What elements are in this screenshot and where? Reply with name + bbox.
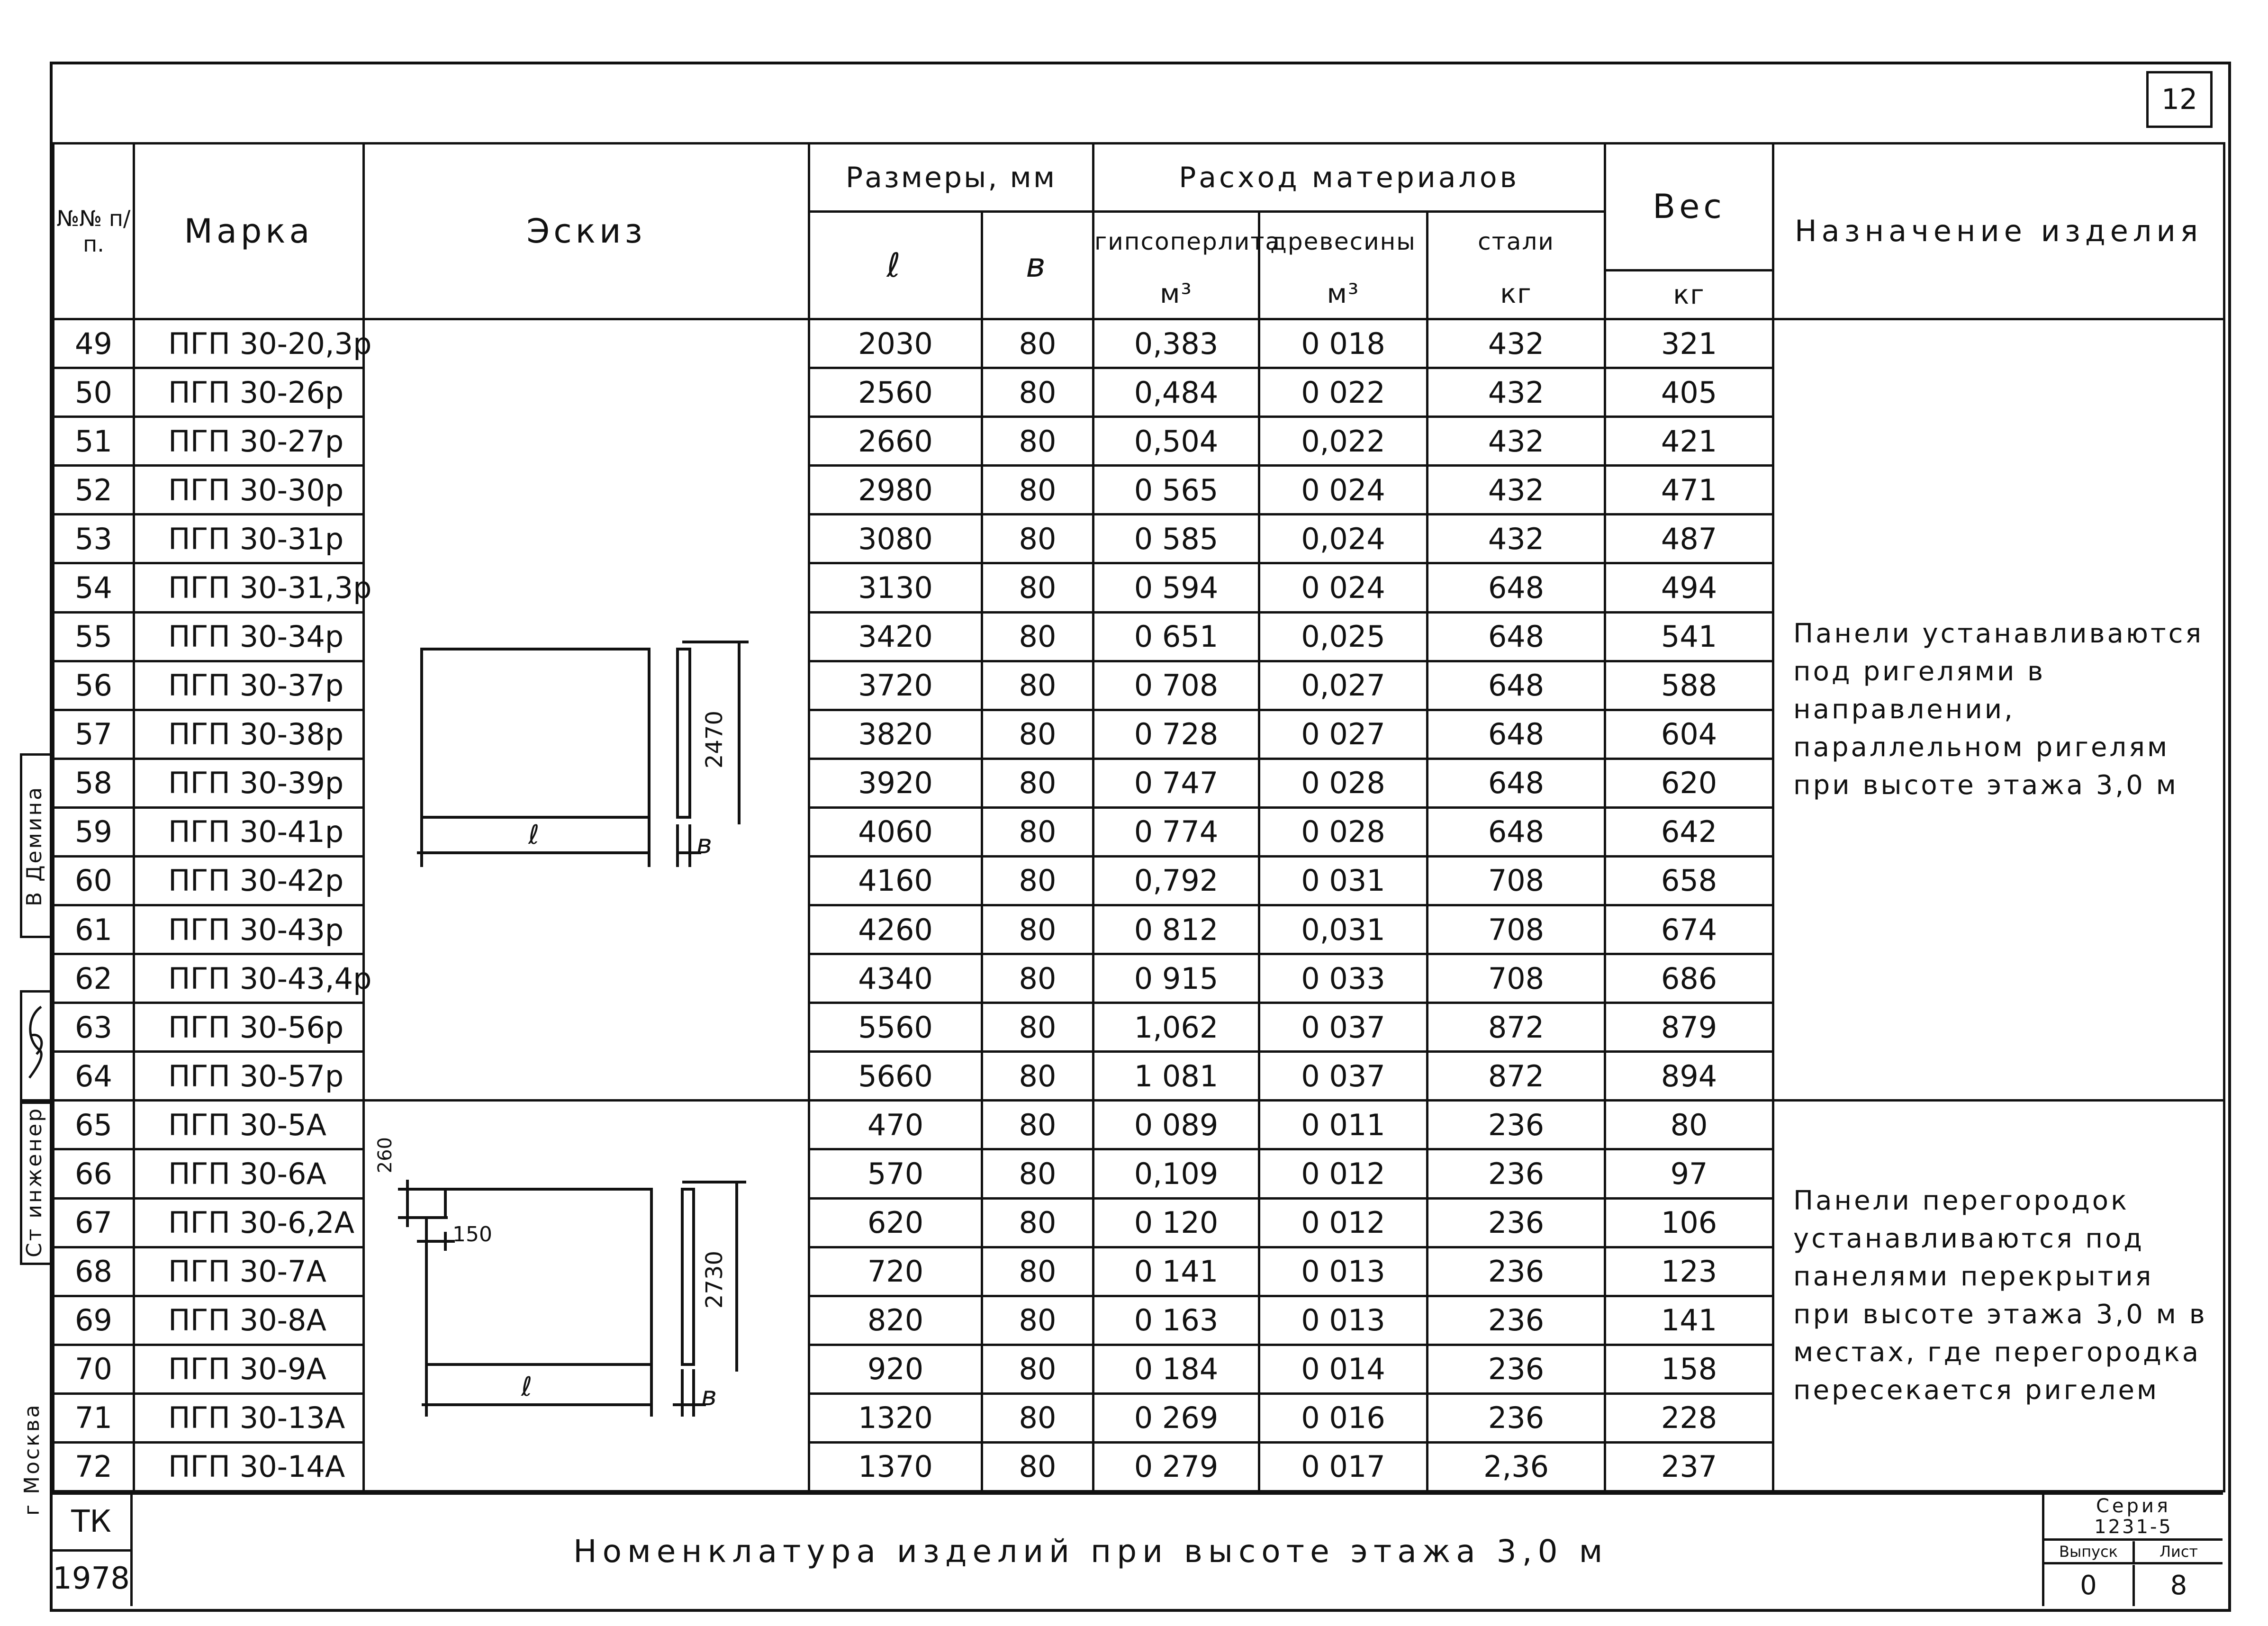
cell-wood: 0,022 [1259,417,1428,466]
cell-length: 3130 [809,563,982,612]
cell-weight: 642 [1605,807,1773,856]
sketch2-notch-w-label: 150 [452,1222,492,1247]
cell-length: 720 [809,1247,982,1296]
cell-mark: ПГП 30-41р [134,807,364,856]
cell-length: 4160 [809,856,982,905]
cell-wood: 0 012 [1259,1149,1428,1198]
cell-mark: ПГП 30-31,3р [134,563,364,612]
cell-wood: 0 028 [1259,807,1428,856]
cell-width: 80 [982,1198,1093,1247]
cell-length: 1370 [809,1442,982,1491]
cell-gypsum: 0 915 [1093,954,1259,1003]
cell-mark: ПГП 30-9А [134,1345,364,1393]
cell-gypsum: 0 651 [1093,612,1259,661]
cell-width: 80 [982,1149,1093,1198]
cell-wood: 0 033 [1259,954,1428,1003]
cell-wood: 0 031 [1259,856,1428,905]
cell-weight: 141 [1605,1296,1773,1345]
header-sketch: Эскиз [364,144,809,319]
cell-wood: 0 016 [1259,1393,1428,1442]
cell-wood: 0,024 [1259,515,1428,563]
cell-length: 3920 [809,759,982,807]
cell-mark: ПГП 30-57р [134,1052,364,1101]
cell-wood: 0 028 [1259,759,1428,807]
cell-no: 69 [54,1296,134,1345]
footer-sheet-label: Лист [2135,1541,2223,1564]
cell-gypsum: 0 728 [1093,710,1259,759]
cell-mark: ПГП 30-39р [134,759,364,807]
cell-gypsum: 0 594 [1093,563,1259,612]
cell-steel: 236 [1428,1198,1605,1247]
cell-wood: 0 027 [1259,710,1428,759]
cell-length: 3420 [809,612,982,661]
cell-width: 80 [982,661,1093,710]
cell-weight: 894 [1605,1052,1773,1101]
sketch2-b-label: в [701,1381,717,1412]
unit-steel: кг [1428,270,1605,319]
cell-steel: 872 [1428,1052,1605,1101]
cell-weight: 487 [1605,515,1773,563]
cell-steel: 432 [1428,515,1605,563]
cell-no: 65 [54,1101,134,1149]
unit-weight: кг [1605,270,1773,319]
cell-steel: 432 [1428,319,1605,368]
cell-wood: 0 014 [1259,1345,1428,1393]
cell-wood: 0 017 [1259,1442,1428,1491]
cell-wood: 0 022 [1259,368,1428,417]
cell-mark: ПГП 30-5А [134,1101,364,1149]
sketch2-height-label: 2730 [701,1251,728,1309]
unit-wood: м³ [1259,270,1428,319]
cell-purpose: Панели устанавливаются под ригелями в направлении, параллельном ригелям при высоте этажа 3,0 м [1773,319,2224,1101]
cell-steel: 648 [1428,807,1605,856]
cell-no: 53 [54,515,134,563]
cell-gypsum: 1 081 [1093,1052,1259,1101]
cell-mark: ПГП 30-14А [134,1442,364,1491]
header-weight: Вес [1605,144,1773,271]
cell-steel: 236 [1428,1149,1605,1198]
cell-no: 55 [54,612,134,661]
cell-width: 80 [982,1393,1093,1442]
cell-mark: ПГП 30-27р [134,417,364,466]
cell-length: 5660 [809,1052,982,1101]
sheet-number-box: 12 [2146,71,2213,128]
header-no: №№ п/п. [54,144,134,319]
cell-no: 56 [54,661,134,710]
cell-mark: ПГП 30-34р [134,612,364,661]
cell-weight: 620 [1605,759,1773,807]
cell-no: 67 [54,1198,134,1247]
cell-wood: 0 018 [1259,319,1428,368]
cell-no: 61 [54,905,134,954]
cell-length: 2660 [809,417,982,466]
footer-issue-value: 0 [2044,1565,2135,1606]
cell-steel: 872 [1428,1003,1605,1052]
cell-weight: 228 [1605,1393,1773,1442]
cell-no: 64 [54,1052,134,1101]
sketch1-b-label: в [696,829,713,860]
cell-steel: 236 [1428,1101,1605,1149]
cell-length: 470 [809,1101,982,1149]
cell-width: 80 [982,1345,1093,1393]
header-steel: стали [1428,212,1605,271]
cell-gypsum: 0 163 [1093,1296,1259,1345]
cell-weight: 658 [1605,856,1773,905]
cell-wood: 0 013 [1259,1296,1428,1345]
cell-mark: ПГП 30-37р [134,661,364,710]
cell-no: 57 [54,710,134,759]
header-dim-b: в [982,212,1093,319]
cell-wood: 0,031 [1259,905,1428,954]
side-stamp-city: г Москва [20,1403,44,1516]
cell-width: 80 [982,856,1093,905]
header-materials: Расход материалов [1093,144,1605,212]
cell-mark: ПГП 30-43,4р [134,954,364,1003]
cell-gypsum: 0,109 [1093,1149,1259,1198]
cell-no: 54 [54,563,134,612]
cell-gypsum: 0 812 [1093,905,1259,954]
cell-steel: 236 [1428,1247,1605,1296]
cell-weight: 237 [1605,1442,1773,1491]
cell-weight: 588 [1605,661,1773,710]
cell-width: 80 [982,1247,1093,1296]
cell-width: 80 [982,710,1093,759]
cell-width: 80 [982,1101,1093,1149]
cell-length: 4260 [809,905,982,954]
cell-no: 52 [54,466,134,515]
side-stamp-position: Ст инженер [20,1099,53,1265]
cell-length: 570 [809,1149,982,1198]
cell-wood: 0,025 [1259,612,1428,661]
header-purpose: Назначение изделия [1773,144,2224,319]
cell-weight: 421 [1605,417,1773,466]
cell-length: 4060 [809,807,982,856]
cell-no: 51 [54,417,134,466]
header-mark: Марка [134,144,364,319]
cell-no: 70 [54,1345,134,1393]
cell-no: 62 [54,954,134,1003]
cell-length: 920 [809,1345,982,1393]
cell-length: 820 [809,1296,982,1345]
footer-year: 1978 [52,1552,133,1606]
cell-weight: 97 [1605,1149,1773,1198]
cell-width: 80 [982,319,1093,368]
footer-series-value: 1231-5 [2044,1516,2223,1541]
header-gypsum: гипсоперлита [1093,212,1259,271]
cell-gypsum: 1,062 [1093,1003,1259,1052]
cell-mark: ПГП 30-31р [134,515,364,563]
cell-length: 2980 [809,466,982,515]
cell-length: 2030 [809,319,982,368]
cell-length: 4340 [809,954,982,1003]
cell-weight: 405 [1605,368,1773,417]
cell-steel: 708 [1428,856,1605,905]
cell-weight: 158 [1605,1345,1773,1393]
cell-no: 50 [54,368,134,417]
cell-wood: 0 024 [1259,466,1428,515]
cell-gypsum: 0 120 [1093,1198,1259,1247]
cell-steel: 648 [1428,661,1605,710]
cell-weight: 321 [1605,319,1773,368]
cell-length: 2560 [809,368,982,417]
cell-width: 80 [982,1003,1093,1052]
cell-mark: ПГП 30-8А [134,1296,364,1345]
cell-wood: 0 012 [1259,1198,1428,1247]
cell-width: 80 [982,954,1093,1003]
cell-no: 72 [54,1442,134,1491]
cell-width: 80 [982,807,1093,856]
cell-gypsum: 0 089 [1093,1101,1259,1149]
footer-org: ТК [52,1495,133,1552]
cell-wood: 0 037 [1259,1052,1428,1101]
cell-no: 60 [54,856,134,905]
cell-purpose: Панели перегородок устанавливаются под панелями перекрытия при высоте этажа 3,0 м в местах, где перегородка пересекается ригелем [1773,1101,2224,1491]
cell-mark: ПГП 30-43р [134,905,364,954]
cell-width: 80 [982,905,1093,954]
cell-steel: 648 [1428,710,1605,759]
cell-steel: 236 [1428,1296,1605,1345]
cell-weight: 106 [1605,1198,1773,1247]
cell-width: 80 [982,368,1093,417]
footer-title: Номенклатура изделий при высоте этажа 3,0 м [573,1533,1608,1570]
cell-no: 68 [54,1247,134,1296]
cell-weight: 686 [1605,954,1773,1003]
cell-width: 80 [982,1442,1093,1491]
cell-steel: 236 [1428,1345,1605,1393]
cell-wood: 0 037 [1259,1003,1428,1052]
cell-width: 80 [982,563,1093,612]
side-stamp-author: В Демина [20,753,53,938]
cell-steel: 648 [1428,612,1605,661]
cell-weight: 879 [1605,1003,1773,1052]
cell-mark: ПГП 30-6,2А [134,1198,364,1247]
sketch1-l-label: ℓ [528,820,540,850]
footer-series-label: Серия [2096,1495,2171,1517]
cell-width: 80 [982,1296,1093,1345]
cell-mark: ПГП 30-20,3р [134,319,364,368]
sketch2-notch-h-label: 260 [374,1137,396,1174]
cell-weight: 80 [1605,1101,1773,1149]
cell-no: 63 [54,1003,134,1052]
cell-wood: 0 013 [1259,1247,1428,1296]
header-dimensions: Размеры, мм [809,144,1093,212]
cell-mark: ПГП 30-42р [134,856,364,905]
cell-mark: ПГП 30-56р [134,1003,364,1052]
cell-width: 80 [982,417,1093,466]
cell-width: 80 [982,515,1093,563]
cell-gypsum: 0,484 [1093,368,1259,417]
cell-width: 80 [982,759,1093,807]
sketch2-l-label: ℓ [521,1372,533,1402]
cell-gypsum: 0 279 [1093,1442,1259,1491]
cell-no: 58 [54,759,134,807]
cell-gypsum: 0 747 [1093,759,1259,807]
cell-gypsum: 0 708 [1093,661,1259,710]
cell-weight: 494 [1605,563,1773,612]
cell-mark: ПГП 30-30р [134,466,364,515]
cell-length: 3720 [809,661,982,710]
cell-weight: 541 [1605,612,1773,661]
cell-wood: 0,027 [1259,661,1428,710]
cell-mark: ПГП 30-7А [134,1247,364,1296]
cell-gypsum: 0,504 [1093,417,1259,466]
cell-width: 80 [982,1052,1093,1101]
header-dim-l: ℓ [809,212,982,319]
cell-length: 620 [809,1198,982,1247]
cell-length: 1320 [809,1393,982,1442]
sketch1-height-label: 2470 [701,711,728,769]
cell-steel: 236 [1428,1393,1605,1442]
cell-steel: 432 [1428,417,1605,466]
cell-length: 5560 [809,1003,982,1052]
cell-gypsum: 0,792 [1093,856,1259,905]
sketch-panel-group2 [398,1180,746,1417]
cell-steel: 648 [1428,563,1605,612]
cell-no: 49 [54,319,134,368]
cell-width: 80 [982,466,1093,515]
cell-mark: ПГП 30-26р [134,368,364,417]
cell-steel: 432 [1428,368,1605,417]
cell-no: 59 [54,807,134,856]
cell-wood: 0 024 [1259,563,1428,612]
cell-steel: 2,36 [1428,1442,1605,1491]
cell-steel: 708 [1428,905,1605,954]
footer-sheet-value: 8 [2170,1570,2187,1601]
cell-steel: 708 [1428,954,1605,1003]
cell-gypsum: 0 774 [1093,807,1259,856]
cell-weight: 674 [1605,905,1773,954]
cell-weight: 123 [1605,1247,1773,1296]
header-wood: древесины [1259,212,1428,271]
cell-length: 3080 [809,515,982,563]
cell-wood: 0 011 [1259,1101,1428,1149]
cell-width: 80 [982,612,1093,661]
cell-gypsum: 0 269 [1093,1393,1259,1442]
cell-weight: 604 [1605,710,1773,759]
cell-mark: ПГП 30-38р [134,710,364,759]
cell-gypsum: 0,383 [1093,319,1259,368]
cell-gypsum: 0 184 [1093,1345,1259,1393]
cell-no: 71 [54,1393,134,1442]
cell-mark: ПГП 30-13А [134,1393,364,1442]
cell-length: 3820 [809,710,982,759]
footer-issue-label: Выпуск [2044,1541,2135,1564]
cell-gypsum: 0 141 [1093,1247,1259,1296]
cell-steel: 432 [1428,466,1605,515]
unit-gypsum: м³ [1093,270,1259,319]
cell-no: 66 [54,1149,134,1198]
cell-mark: ПГП 30-6А [134,1149,364,1198]
cell-gypsum: 0 565 [1093,466,1259,515]
cell-gypsum: 0 585 [1093,515,1259,563]
cell-steel: 648 [1428,759,1605,807]
cell-weight: 471 [1605,466,1773,515]
